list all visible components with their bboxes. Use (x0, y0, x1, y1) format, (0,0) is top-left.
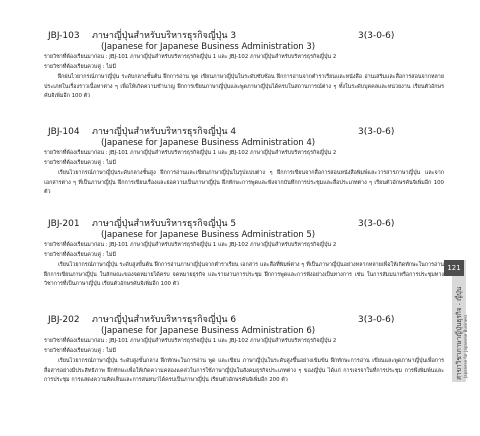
course-block (44, 314, 444, 386)
course-credits: 3(3-0-6) (358, 127, 395, 137)
course-header (44, 126, 444, 138)
course-header (44, 314, 444, 326)
course-prerequisite: รายวิชาที่ต้องเรียนมาก่อน : JBJ-101 ภาษาญี่ปุ่นสำหรับบริหารธุรกิจญี่ปุ่น 1 และ JBJ-102 ภาษาญี่ปุ่นสำหรับบริหารธุรกิจญี่ปุ่น 2 (44, 150, 337, 156)
course-credits: 3(3-0-6) (358, 219, 395, 229)
course-code: JBJ-202 (48, 315, 80, 325)
course-code: JBJ-201 (48, 219, 80, 229)
course-thai-title: ภาษาญี่ปุ่นสำหรับบริหารธุรกิจญี่ปุ่น 4 (92, 127, 237, 137)
side-program-label: สาขาวิชาภาษาญี่ปุ่นธุรกิจ - ญี่ปุ่น (455, 286, 463, 380)
course-english-title: (Japanese for Japanese Business Administration 6) (101, 326, 316, 336)
course-english-title: (Japanese for Japanese Business Administration 4) (101, 138, 316, 148)
course-prerequisite: รายวิชาที่ต้องเรียนมาก่อน : JBJ-101 ภาษาญี่ปุ่นสำหรับบริหารธุรกิจญี่ปุ่น 1 และ JBJ-102 ภาษาญี่ปุ่นสำหรับบริหารธุรกิจญี่ปุ่น 2 (44, 54, 337, 60)
course-credits: 3(3-0-6) (358, 315, 395, 325)
course-thai-title: ภาษาญี่ปุ่นสำหรับบริหารธุรกิจญี่ปุ่น 6 (92, 315, 237, 325)
course-description: เรียนไวยากรณ์ภาษาญี่ปุ่น ระดับสูงขั้นต้น ฝึกการอ่านภาษาญี่ปุ่นจากตำราเรียน เอกสาร และสื่อที่พิมพ์ต่าง ๆ ที่เป็นภาษาญี่ปุ่นอย่างหลากหลายเพื่อให้เกิดทักษะในการอ่าน ฝึกการเขียนภาษาญี่ปุ่น ในลักษณะของจดหมายได้ครบ จดหมายธุรกิจ และรายงานการประชุม ฝึกการพูดและการฟังอย่างเป็นทางการ เช่น ในการสัมมนาหรือการประชุมทางวิชาการที่เป็นภาษาญี่ปุ่น เรียนตัวอักษรคันจิเพิ่มอีก 100 ตัว (44, 262, 444, 288)
course-block (44, 126, 444, 198)
course-code: JBJ-103 (48, 31, 80, 41)
side-program-sublabel: Japanese for Japanese Business (463, 314, 468, 378)
course-concurrent: รายวิชาที่ต้องเรียนควบคู่ : ไม่มี (44, 251, 117, 258)
course-english-title: (Japanese for Japanese Business Administration 3) (101, 42, 316, 52)
course-thai-title: ภาษาญี่ปุ่นสำหรับบริหารธุรกิจญี่ปุ่น 3 (92, 31, 237, 41)
course-description: เรียนไวยากรณ์ภาษาญี่ปุ่นระดับกลางชั้นสูง ฝึกการอ่านและเขียนภาษาญี่ปุ่นในรูปแบบต่าง ๆ ฝึกการเขียนจากสื่อการสอนหนังสือพิมพ์และวารสารภาษาญี่ปุ่น และจากเอกสารต่าง ๆ ที่เป็นภาษาญี่ปุ่น ฝึกการเขียนเรื่องและย่อความเป็นภาษาญี่ปุ่น ฝึกทักษะการพูดและฟังจากบันทึกการประชุมและสื่อประเภทต่าง ๆ เรียนตัวอักษรคันจิเพิ่มอีก 100 ตัว (44, 170, 444, 196)
course-header (44, 218, 444, 230)
course-thai-title: ภาษาญี่ปุ่นสำหรับบริหารธุรกิจญี่ปุ่น 5 (92, 219, 237, 229)
course-concurrent: รายวิชาที่ต้องเรียนควบคู่ : ไม่มี (44, 159, 117, 166)
course-description: เรียนไวยากรณ์ภาษาญี่ปุ่น ระดับสูงขั้นกลาง ฝึกทักษะในการอ่าน พูด และเขียน ภาษาญี่ปุ่นในระดับสูงขึ้นอย่างเข้มข้น ฝึกทักษะการอ่าน เขียนและพูดภาษาญี่ปุ่นเพื่อการสื่อสารอย่างมีประสิทธิภาพ ฝึกทักษะเพื่อให้เกิดความคล่องแคล่วในการใช้ภาษาญี่ปุ่นในสังคมธุรกิจประเภทต่าง ๆ ของญี่ปุ่น ได้แก่ การเจรจาในที่การประชุม การพึงพิมพ์นและการประชุม การแสดงความคิดเห็นและการสนทนาได้ครบเป็นภาษาญี่ปุ่น เรียนตัวอักษรคันจิเพิ่มอีก 200 ตัว (44, 358, 444, 384)
course-concurrent: รายวิชาที่ต้องเรียนควบคู่ : ไม่มี (44, 63, 117, 70)
course-header (44, 30, 444, 42)
course-prerequisite: รายวิชาที่ต้องเรียนมาก่อน : JBJ-101 ภาษาญี่ปุ่นสำหรับบริหารธุรกิจญี่ปุ่น 1 และ JBJ-102 ภาษาญี่ปุ่นสำหรับบริหารธุรกิจญี่ปุ่น 2 (44, 338, 337, 344)
course-description: ฝึกฝนไวยากรณ์ภาษาญี่ปุ่น ระดับกลางชั้นต้น ฝึกการอ่าน พูด เขียนภาษาญี่ปุ่นในระดับซับซ้อน ฝึกการอ่านจากตำราเรียนและหนังสือ อ่านเสริมและสื่อการสอนจากหลายประเภทในเรื่องราวเนื้อหาต่าง ๆ เพื่อให้เกิดความชำนาญ ฝึกการเขียนภาษาญี่ปุ่นและพูดภาษาญี่ปุ่นได้ครบในสถานการณ์ต่าง ๆ ทั้งในระดับบุคคลและหน่วยงาน เรียนตัวอักษรคันจิเพิ่มอีก 100 ตัว (44, 74, 444, 100)
course-block (44, 218, 444, 290)
course-english-title: (Japanese for Japanese Business Administration 5) (101, 230, 316, 240)
course-code: JBJ-104 (48, 127, 80, 137)
course-credits: 3(3-0-6) (358, 31, 395, 41)
course-block (44, 30, 444, 102)
course-prerequisite: รายวิชาที่ต้องเรียนมาก่อน : JBJ-101 ภาษาญี่ปุ่นสำหรับบริหารธุรกิจญี่ปุ่น 1 และ JBJ-102 ภาษาญี่ปุ่นสำหรับบริหารธุรกิจญี่ปุ่น 2 (44, 242, 337, 248)
course-concurrent: รายวิชาที่ต้องเรียนควบคู่ : ไม่มี (44, 347, 117, 354)
page-number: 121 (444, 260, 464, 276)
